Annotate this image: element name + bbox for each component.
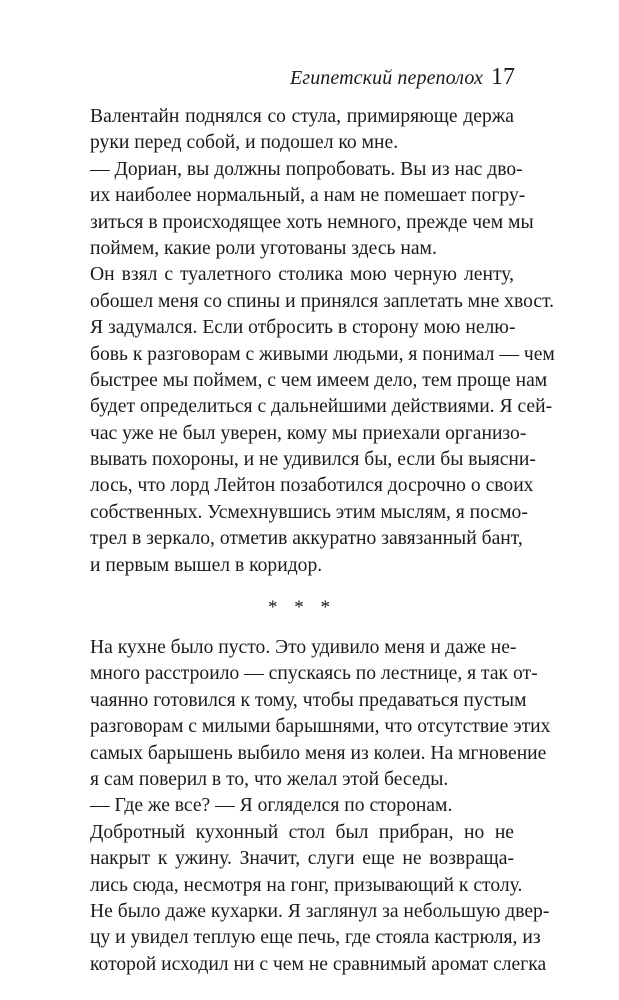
text-line: Он взял с туалетного столика мою черную ленту, [90, 264, 514, 286]
running-title: Египетский переполох [289, 67, 483, 89]
text-line: их наиболее нормальный, а нам не помешает погру- [90, 185, 526, 207]
text-line: обошел меня со спины и принялся заплетать мне хвост. [90, 290, 555, 312]
text-line: самых барышень выбило меня из колеи. На мгновение [90, 742, 547, 764]
text-line: — Дориан, вы должны попробовать. Вы из нас дво- [90, 158, 523, 180]
body-text [90, 104, 555, 978]
text-line: накрыт к ужину. Значит, слуги еще не возвраща- [90, 848, 514, 870]
text-line: которой исходил ни с чем не сравнимый аромат слегка [90, 953, 547, 975]
text-line: Я задумался. Если отбросить в сторону мою нелю- [90, 317, 516, 339]
text-line: много расстроило — спускаясь по лестнице, я так от- [90, 663, 538, 685]
text-line: собственных. Усмехнувшись этим мыслям, я посмо- [90, 501, 528, 523]
text-line: разговорам с милыми барышнями, что отсутствие этих [90, 716, 551, 738]
text-line: лись сюда, несмотря на гонг, призывающий к столу. [90, 874, 523, 896]
text-line: трел в зеркало, отметив аккуратно завязанный бант, [90, 528, 523, 550]
text-line: зиться в происходящее хоть немного, прежде чем мы [90, 211, 534, 233]
text-line: цу и увидел теплую еще печь, где стояла кастрюля, из [90, 927, 541, 949]
text-line: и первым вышел в коридор. [90, 554, 323, 576]
text-line: чаянно готовился к тому, чтобы предаваться пустым [90, 689, 527, 711]
text-line: — Где же все? — Я огляделся по сторонам. [90, 795, 453, 817]
page-header [290, 64, 515, 91]
text-line: Валентайн поднялся со стула, примиряюще держа [90, 106, 514, 127]
text-line: час уже не был уверен, кому мы приехали организо- [90, 422, 527, 444]
page-number: 17 [491, 64, 515, 90]
text-line: лось, что лорд Лейтон позаботился досрочно о своих [90, 475, 534, 497]
text-line: бовь к разговорам с живыми людьми, я понимал — чем [90, 343, 555, 365]
text-line: быстрее мы поймем, с чем имеем дело, тем проще нам [90, 369, 548, 391]
text-line: Добротный кухонный стол был прибран, но не [90, 821, 514, 843]
section-separator: * * * [268, 597, 336, 619]
text-line: Не было даже кухарки. Я заглянул за небольшую двер- [90, 900, 550, 922]
text-line: я сам поверил в то, что желал этой беседы. [90, 768, 449, 790]
text-line: поймем, какие роли уготованы здесь нам. [90, 237, 437, 259]
text-line: вывать похороны, и не удивился бы, если бы выясни- [90, 449, 536, 471]
text-line: будет определиться с дальнейшими действиями. Я сей- [90, 396, 553, 418]
text-line: На кухне было пусто. Это удивило меня и даже не- [90, 637, 517, 659]
text-line: руки перед собой, и подошел ко мне. [90, 132, 399, 154]
